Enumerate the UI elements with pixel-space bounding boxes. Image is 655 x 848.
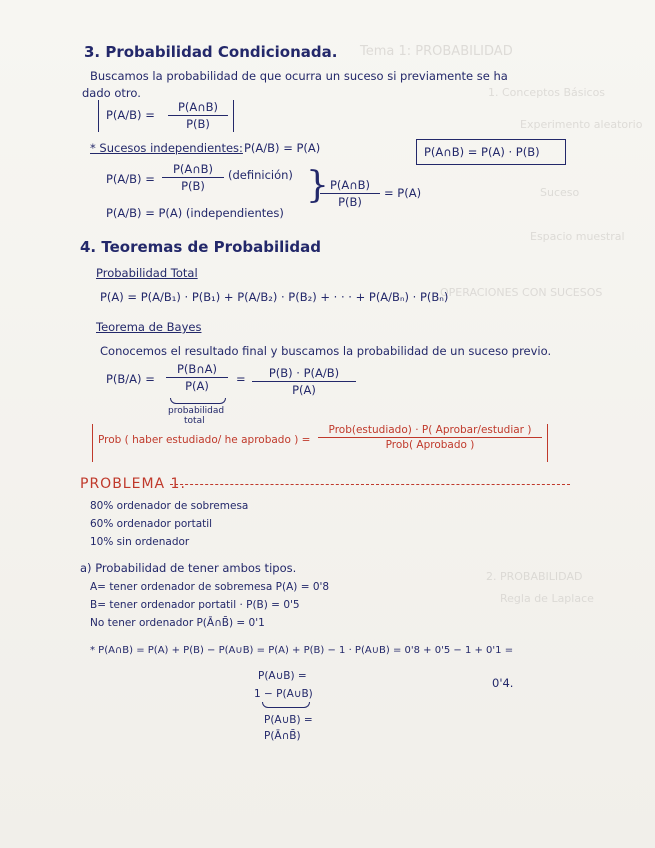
line1-lhs: P(A/B) = <box>106 172 155 186</box>
bayes-note-2: total <box>184 416 205 426</box>
independent-formula: P(A/B) = P(A) <box>244 141 321 155</box>
problem-a-title: a) Probabilidad de tener ambos tipos. <box>80 561 297 575</box>
bayes-fraction-2 <box>252 366 356 397</box>
sub-step-1: P(A∪B) = <box>258 670 307 682</box>
underbrace <box>262 702 310 708</box>
problem-item-2: 60% ordenador portatil <box>90 518 213 530</box>
example-lhs: Prob ( haber estudiado/ he aprobado ) = <box>98 434 311 446</box>
bayes-numerator-2: P(B) · P(A/B) <box>252 366 356 382</box>
problem-item-1: 80% ordenador de sobremesa <box>90 500 249 512</box>
line1-fraction <box>162 162 224 193</box>
curly-brace: } <box>306 165 329 206</box>
example-numerator: Prob(estudiado) · P( Aprobar/estudiar ) <box>318 424 542 438</box>
problem-dashline <box>170 484 570 485</box>
sub-step-4: P(Ā∩B̄) <box>264 730 301 742</box>
ghost-text: Suceso <box>540 186 580 199</box>
bayes-denominator-2: P(A) <box>292 383 316 397</box>
result-numerator: P(A∩B) <box>320 178 380 194</box>
bayes-denominator-1: P(A) <box>185 379 209 393</box>
bayes-fraction-1 <box>166 362 228 393</box>
sub-step-2: 1 − P(A∪B) <box>254 688 313 700</box>
bayes-title: Teorema de Bayes <box>96 320 202 334</box>
independent-label-text: * Sucesos independientes: <box>90 141 243 155</box>
section-4-title: 4. Teoremas de Probabilidad <box>80 238 321 256</box>
example-fraction <box>318 424 542 451</box>
definition-numerator: P(A∩B) <box>168 100 228 116</box>
section-3-intro-cont: dado otro. <box>82 86 141 100</box>
def-b: B= tener ordenador portatil · P(B) = 0'5 <box>90 599 300 611</box>
result-fraction <box>320 178 380 209</box>
sub-step-3: P(A∪B) = <box>264 714 313 726</box>
total-probability-formula: P(A) = P(A/B₁) · P(B₁) + P(A/B₂) · P(B₂) + · · · + P(A/Bₙ) · P(Bₙ) <box>100 290 449 304</box>
problem-title: PROBLEMA 1. <box>80 476 186 492</box>
ghost-text: OPERACIONES CON SUCESOS <box>440 286 603 299</box>
line1-denominator: P(B) <box>181 179 205 193</box>
section-3-intro: Buscamos la probabilidad de que ocurra un suceso si previamente se ha <box>90 69 508 83</box>
definition-lhs: P(A/B) = <box>106 108 155 122</box>
line1-numerator: P(A∩B) <box>162 162 224 178</box>
ghost-text: 2. PROBABILIDAD <box>486 570 583 583</box>
independent-label <box>90 141 243 155</box>
def-none: No tener ordenador P(Ā∩B̄) = 0'1 <box>90 617 265 629</box>
example-denominator: Prob( Aprobado ) <box>385 439 475 451</box>
ghost-text: Tema 1: PROBABILIDAD <box>360 44 513 59</box>
calc-result: 0'4. <box>492 676 514 690</box>
ghost-text: Experimento aleatorio <box>520 118 643 131</box>
problem-item-3: 10% sin ordenador <box>90 536 190 548</box>
ghost-text: 1. Conceptos Básicos <box>488 86 606 99</box>
bayes-note-1: probabilidad <box>168 406 225 416</box>
calc-line: * P(A∩B) = P(A) + P(B) − P(A∪B) = P(A) + P(B) − 1 · P(A∪B) = 0'8 + 0'5 − 1 + 0'1 = <box>90 645 514 656</box>
independent-box-text: P(A∩B) = P(A) · P(B) <box>424 145 540 159</box>
definition-fraction <box>168 100 228 131</box>
underbrace <box>170 398 226 404</box>
def-a: A= tener ordenador de sobremesa P(A) = 0'8 <box>90 581 330 593</box>
bayes-equals: = <box>236 372 246 386</box>
bayes-intro: Conocemos el resultado final y buscamos la probabilidad de un suceso previo. <box>100 344 552 358</box>
ghost-text: Regla de Laplace <box>500 592 594 605</box>
result-equals: = P(A) <box>384 186 422 200</box>
ghost-text: Espacio muestral <box>530 230 625 243</box>
total-probability-title: Probabilidad Total <box>96 266 198 280</box>
definition-denominator: P(B) <box>186 117 210 131</box>
bayes-numerator-1: P(B∩A) <box>166 362 228 378</box>
line2: P(A/B) = P(A) (independientes) <box>106 206 284 220</box>
section-3-title: 3. Probabilidad Condicionada. <box>84 43 338 61</box>
result-denominator: P(B) <box>338 195 362 209</box>
bayes-lhs: P(B/A) = <box>106 372 155 386</box>
line1-note: (definición) <box>228 168 293 182</box>
